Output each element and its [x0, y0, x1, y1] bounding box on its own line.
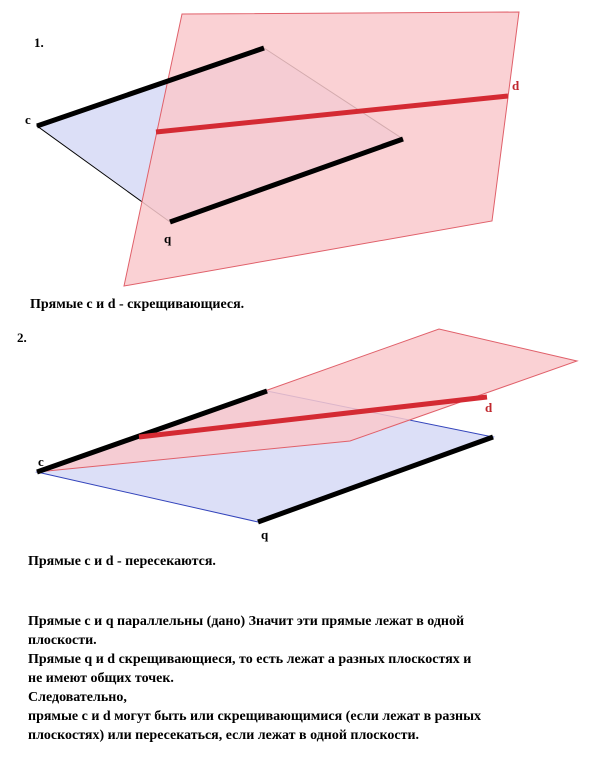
figure-1 [25, 12, 520, 286]
label-q-2: q [261, 527, 269, 542]
label-c-1: c [25, 112, 31, 127]
label-d-2: d [485, 400, 493, 415]
figure-2 [17, 329, 577, 542]
figure-1-caption: Прямые c и d - скрещивающиеся. [30, 297, 245, 312]
figure-2-caption: Прямые c и d - пересекаются. [28, 554, 216, 569]
label-q-1: q [164, 231, 172, 246]
explanation-line: плоскости. [28, 633, 97, 648]
explanation-line: Следовательно, [28, 690, 127, 705]
figure-2-number: 2. [17, 330, 27, 345]
explanation-line: не имеют общих точек. [28, 671, 174, 686]
explanation-text [28, 612, 588, 745]
explanation-line: плоскостях) или пересекаться, если лежат в одной плоскости. [28, 728, 420, 743]
label-d-1: d [512, 78, 520, 93]
figure-1-number: 1. [34, 35, 44, 50]
explanation-line: Прямые c и q параллельны (дано) Значит эти прямые лежат в одной [28, 614, 465, 629]
plane-d-1 [124, 12, 519, 286]
explanation-line: прямые c и d могут быть или скрещивающимися (если лежат в разных [28, 709, 482, 724]
label-c-2: c [38, 454, 44, 469]
explanation-line: Прямые q и d скрещивающиеся, то есть лежат а разных плоскостях и [28, 652, 472, 667]
